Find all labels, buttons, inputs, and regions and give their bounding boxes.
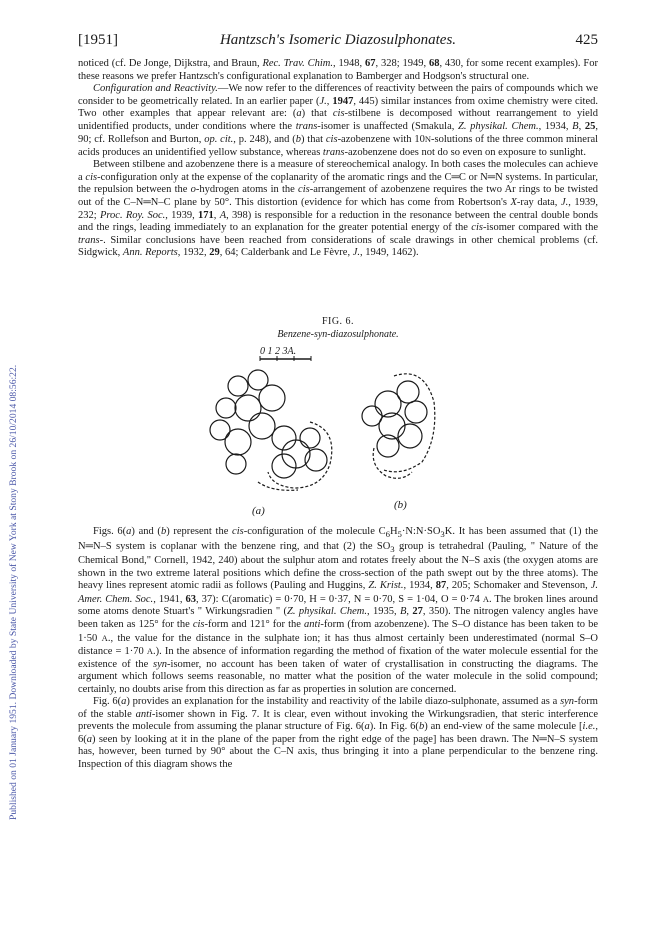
paragraph: Between stilbene and azobenzene there is a measure of stereochemical analogy. In both cases the molecules can achieve a cis-configuration only at the expense of the coplanarity of the aromatic rings and the C═C or N═N systems. In particular, the repulsion between the o-hydrogen atoms in the cis-arrangement of azobenzene requires the two Ar rings to be twisted out of the C–N═N–C plane by 50°. This distortion (evidence for which has come from Robertson's X-ray data, J., 1939, 232; Proc. Roy. Soc., 1939, 171, A, 398) is responsible for a reduction in the resonance between the central double bonds and the rings, leading immediately to an explanation for the greater potential energy of the cis-isomer compared with the trans-. Similar conclusions have been reached from considerations of scale drawings in other chemical problems (cf. Sidgwick, Ann. Reports, 1932, 29, 64; Calderbank and Le Fèvre, J., 1949, 1462). [78, 159, 599, 259]
running-header [78, 32, 598, 52]
header-year: [1951] [78, 32, 118, 48]
scale-bar [260, 346, 311, 361]
paragraph: Fig. 6(a) provides an explanation for the instability and reactivity of the labile diazo-sulphonate, assumed as a syn-form of the stable anti-isomer shown in Fig. 7. It is clear, even without invoking the Wirkungsradien, that steric interference prevents the molecule from assuming the planar structure of Fig. 6(a). In Fig. 6(b) an end-view of the same molecule [i.e., 6(a) seen by looking at it in the plane of the paper from the right edge of the page] has been drawn. The N═N–S system has, however, been turned by 90° about the C–N axis, thus bringing it into a plane perpendicular to the benzene ring. Inspection of this diagram shows the [78, 696, 598, 771]
body-text-lower [78, 526, 598, 772]
figure-caption: Benzene-syn-diazosulphonate. [277, 329, 399, 340]
page-number: 425 [575, 32, 598, 48]
scale-label: 0 1 2 3A. [260, 346, 297, 357]
panel-b-label: (b) [394, 499, 407, 511]
paragraph: Configuration and Reactivity.—We now refer to the differences of reactivity between the pairs of compounds which we consider to be geometrically related. In an earlier paper (J., 1947, 445) similar instances from oxime chemistry were cited. Two other examples that appear relevant are: (a) that cis-stilbene is decomposed without rearrangement to yield unidentified products, under conditions where the trans-isomer is unaffected (Smakula, Z. physikal. Chem., 1934, B, 25, 90; cf. Rollefson and Burton, op. cit., p. 248), and (b) that cis-azobenzene with 10N-solutions of the three common mineral acids produces an unidentified yellow substance, whereas trans-azobenzene does not do so even on exposure to sunlight. [78, 83, 599, 158]
download-sidebar [2, 60, 19, 820]
figure-label: FIG. 6. [321, 316, 355, 327]
paragraph: Figs. 6(a) and (b) represent the cis-configuration of the molecule $C_6H_5\cdot N:N\cdot SO_3K$. It has been assumed that (1) the N═N–S system is coplanar with the benzene ring, and that (2) the $SO_3$ group is tetrahedral (Pauling, " Nature of the Chemical Bond," Cornell, 1942, 240) about the sulphur atom and rotates freely about the N–S axis (the oxygen atoms are shown in the two extreme lateral positions which define the cross-section of the path swept out by the three atoms). The heavy lines represent atomic radii as follows (Pauling and Huggins, Z. Krist., 1934, 87, 205; Schomaker and Stevenson, J. Amer. Chem. Soc., 1941, 63, 37): C(aromatic) = 0·70, H = 0·37, N = 0·70, S = 1·04, O = 0·74 A. The broken lines around some atoms denote Stuart's " Wirkungsradien " (Z. physikal. Chem., 1935, B, 27, 350). The nitrogen valency angles have been taken as 125° for the cis-form and 121° for the anti-form (from azobenzene). The S–O distance has been taken to be 1·50 A., the value for the distance in the sulphate ion; it has thus almost certainly been underestimated (normal S–O distance = 1·70 A.). In the absence of information regarding the method of fixation of the water molecule essential for the existence of the syn-isomer, no account has been taken of water of crystallisation in constructing the diagrams. The argument which follows seems reasonable, no matter what the position of the water molecule in the solid compound; certainly, no doubts arise from this direction as far as properties in solution are concerned. [78, 526, 599, 695]
panel-a-molecule [210, 370, 332, 490]
panel-b-molecule [362, 374, 435, 478]
download-notice: Published on 01 January 1951. Downloaded by State University of New York at Stony Brook on 26/10/2014 08:56:22. [8, 364, 19, 820]
figure-6 [78, 316, 598, 517]
molecular-diagram [198, 342, 458, 522]
panel-a-label: (a) [252, 505, 265, 517]
header-title: Hantzsch's Isomeric Diazosulphonates. [219, 32, 457, 48]
paragraph: noticed (cf. De Jonge, Dijkstra, and Braun, Rec. Trav. Chim., 1948, 67, 328; 1949, 68, 430, for some recent examples). For these reasons we prefer Hantzsch's configurational explanation to Bamberger and Hodgson's structural one. [78, 58, 598, 82]
body-text-upper [78, 58, 598, 260]
